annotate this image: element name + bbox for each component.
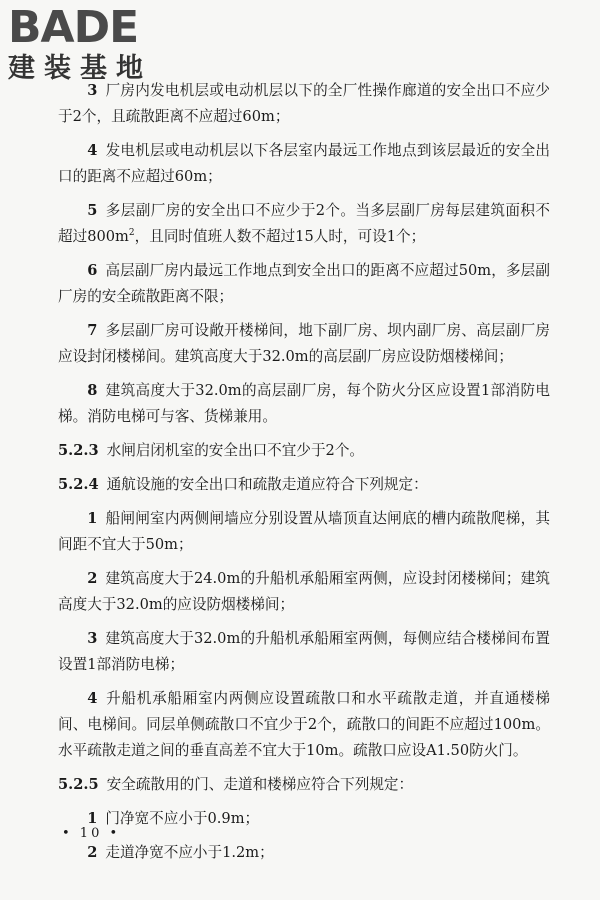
section-clause: 5.2.5 安全疏散用的门、走道和楼梯应符合下列规定： [58,776,414,793]
document-body [58,78,550,874]
clause-item: 3 建筑高度大于32.0m的升船机承船厢室两侧，每侧应结合楼梯间布置设置1部消防电梯； [58,630,550,673]
section-clause: 5.2.3 水闸启闭机室的安全出口不宜少于2个。 [58,442,365,459]
section-clause: 5.2.4 通航设施的安全出口和疏散走道应符合下列规定： [58,476,428,493]
clause-item: 2 走道净宽不应小于1.2m； [87,844,274,861]
logo-chinese-text: 建装基地 [8,53,152,84]
clause-item: 2 建筑高度大于24.0m的升船机承船厢室两侧，应设封闭楼梯间；建筑高度大于32.0m的应设防烟楼梯间； [58,570,550,613]
clause-item: 7 多层副厂房可设敞开楼梯间，地下副厂房、坝内副厂房、高层副厂房应设封闭楼梯间。建筑高度大于32.0m的高层副厂房应设防烟楼梯间； [58,322,550,365]
clause-item: 4 发电机层或电动机层以下各层室内最远工作地点到该层最近的安全出口的距离不应超过60m； [58,142,550,185]
clause-item: 1 门净宽不应小于0.9m； [87,810,260,827]
clause-item: 5 多层副厂房的安全出口不应少于2个。当多层副厂房每层建筑面积不超过$800m^2$，且同时值班人数不超过15人时，可设1个； [58,202,550,245]
logo-latin-text: BADE [8,2,139,53]
clause-item: 1 船闸闸室内两侧闸墙应分别设置从墙顶直达闸底的槽内疏散爬梯，其间距不宜大于50m； [58,510,550,553]
clause-item: 6 高层副厂房内最远工作地点到安全出口的距离不应超过50m，多层副厂房的安全疏散距离不限； [58,262,550,305]
page-number: • 10 • [62,826,121,841]
clause-item: 8 建筑高度大于32.0m的高层副厂房，每个防火分区应设置1部消防电梯。消防电梯可与客、货梯兼用。 [58,382,550,425]
clause-item: 4 升船机承船厢室内两侧应设置疏散口和水平疏散走道，并直通楼梯间、电梯间。同层单侧疏散口不宜少于2个，疏散口的间距不应超过100m。水平疏散走道之间的垂直高差不宜大于10m。疏散口应设A1.50防火门。 [58,690,550,759]
clause-item: 3 厂房内发电机层或电动机层以下的全厂性操作廊道的安全出口不应少于2个，且疏散距离不应超过60m； [58,82,550,125]
bade-logo [8,2,178,84]
